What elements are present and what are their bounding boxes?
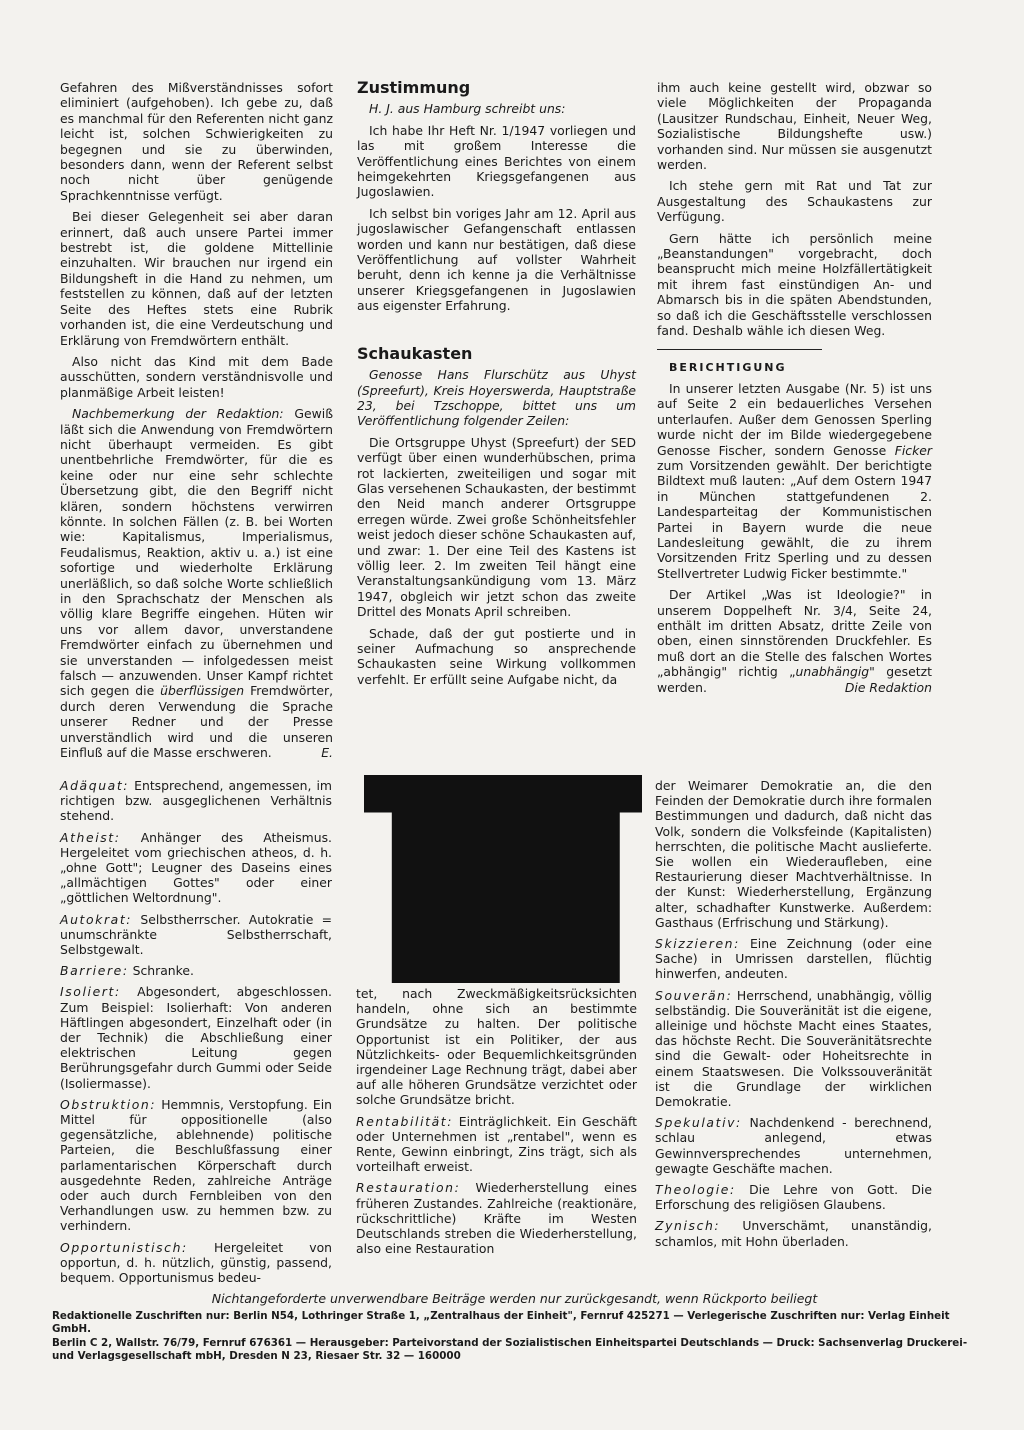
- glossary-def: Herrschend, unabhängig, völlig selbständig. Die Souveränität ist die eigene, alleinige und höchste Macht eines Staates, das höchste Recht. Die Souveränitätsrechte sind die Gewalt- oder Hoheitsrechte in einem Staatswesen. Die Volkssouveränität ist die Grundlage der wirklichen Demokratie.: [655, 987, 932, 1110]
- glossary-term: Souverän:: [655, 987, 733, 1003]
- heading-zustimmung: Zustimmung: [357, 78, 471, 97]
- paragraph: Ich selbst bin voriges Jahr am 12. April aus jugoslawischer Gefangenschaft entlassen worden und kann nur bestätigen, daß diese Veröffentlichung auf vollster Wahrheit beruht, denn ich kenne ja die Verhältnisse unserer Kriegsgefangenen in Jugoslawien aus eigenster Erfahrung.: [357, 205, 636, 314]
- signature: Die Redaktion: [844, 679, 932, 695]
- editor-note: [60, 406, 333, 760]
- correction-2: [657, 587, 932, 695]
- glossary-def: Anhänger des Atheismus. Hergeleitet vom griechischen atheos, d. h. „ohne Gott"; Leugner des Daseins eines „allmächtigen Gottes" oder einer „göttlichen Weltordnung".: [60, 829, 332, 906]
- footer-imprint-2: Berlin C 2, Wallstr. 76/79, Fernruf 676361 — Herausgeber: Parteivorstand der Sozialistischen Einheitspartei Deutschlands — Druck: Sachsenverlag Druckerei-: [52, 1336, 968, 1349]
- glossary-def: Schranke.: [128, 963, 194, 979]
- paragraph: Schade, daß der gut postierte und in seiner Aufmachung so ansprechende Schaukasten seine Wirkung vollkommen verfehlt. Er erfüllt seine Aufgabe nicht, da: [357, 625, 636, 687]
- glossary-entry: [60, 1240, 332, 1286]
- editor-note-label: Nachbemerkung der Redaktion:: [72, 406, 284, 422]
- heading-schaukasten: Schaukasten: [357, 343, 473, 363]
- paragraph: Gefahren des Mißverständnisses sofort eliminiert (aufgehoben). Ich gebe zu, daß es manchmal für den Referenten nicht ganz leicht ist, solchen Schwierigkeiten zu begegnen und sie zu überwinden, besonders dann, wenn der Referent selbst noch nicht über genügende Sprachkenntnisse verfügt.: [60, 80, 333, 203]
- editor-note-emph: überflüssigen: [160, 683, 245, 699]
- glossary-entry: [655, 936, 932, 982]
- glossary-def: Nachdenkend - berechnend, schlau anlegend, etwas Gewinnversprechendes unternehmen, gewagte Geschäfte machen.: [655, 1115, 932, 1176]
- byline: H. J. aus Hamburg schreibt uns:: [369, 101, 566, 117]
- glossary-entry: [60, 778, 332, 824]
- glossary-def: Unverschämt, unanständig, schamlos, mit Hohn überladen.: [655, 1218, 932, 1249]
- footer-imprint-1: Redaktionelle Zuschriften nur: Berlin N54, Lothringer Straße 1, „Zentralhaus der Einheit", Fernruf 425271 — Verlegerische Zuschriften nur: Verlag Einheit GmbH.: [52, 1309, 950, 1335]
- correction-1: [657, 381, 932, 581]
- glossary-entry: [655, 988, 932, 1110]
- glossary-term: Obstruktion:: [60, 1096, 157, 1112]
- paragraph: Die Ortsgruppe Uhyst (Spreefurt) der SED verfügt über einen wunderhübschen, prima rot lackierten, zweiteiligen und sogar mit Glas versehenen Schaukasten, der bestimmt den Neid manch anderer Ortsgruppe erregen würde. Zwei große Schönheitsfehler weist jedoch dieser schöne Schaukasten auf, und zwar: 1. Der eine Teil des Kastens ist völlig leer. 2. Im zweiten Teil hängt eine Veranstaltungsankündigung vom 13. März 1947, obgleich wir jetzt schon das zweite Drittel des Monats April schreiben.: [357, 434, 636, 620]
- glossary-entry: [60, 984, 332, 1090]
- correction-1-name: Ficker: [894, 442, 932, 458]
- column-middle: [357, 80, 636, 693]
- glossary-entry: [356, 1114, 637, 1175]
- glossary-term: Zynisch:: [655, 1218, 721, 1234]
- paragraph: Bei dieser Gelegenheit sei aber daran erinnert, daß auch unsere Partei immer bestrebt ist, die goldene Mittellinie einzuhalten. Wir brauchen nur irgend ein Bildungsheft in die Hand zu nehmen, um feststellen zu können, daß auf der letzten Seite des Heftes stets eine Rubrik vorhanden ist, die eine Verdeutschung und Erklärung von Fremdwörtern enthält.: [60, 209, 333, 348]
- paragraph: Ich stehe gern mit Rat und Tat zur Ausgestaltung des Schaukastens zur Verfügung.: [657, 178, 932, 225]
- glossary-term: Rentabilität:: [356, 1113, 454, 1129]
- editor-note-text: Gewiß läßt sich die Anwendung von Fremdwörtern nicht überhaupt vermeiden. Es gibt unentbehrliche Fremdwörter, für die es keine oder nur eine sehr schlechte Übersetzung gibt, die den Begriff nicht klären, sondern höchstens verwirren könnte. In solchen Fällen (z. B. bei Worten wie: Kapitalismus, Imperialismus, Feudalismus, Reaktion, aktiv u. a.) ist eine sofortige und wiederholte Erklärung unerläßlich, so daß solche Worte schließlich in den Sprachschatz der Menschen als völlig klare Begriffe eingehen. Hüten wir uns vor allem davor, unverstandene Fremdwörter einfach zu übernehmen und sie unverstanden — infolgedessen meist falsch — anzuwenden. Unser Kampf richtet sich gegen die: [60, 406, 333, 699]
- glossary-entry: [655, 1182, 932, 1212]
- paragraph: Gern hätte ich persönlich meine „Beanstandungen" vorgebracht, doch beansprucht mich meine Holzfällertätigkeit mit ihrem fast einstündigen An- und Abmarsch bis in die späten Abendstunden, so daß ich die Geschäftsstelle verschlossen fand. Deshalb wähle ich diesen Weg.: [657, 230, 932, 339]
- glossary-right: [655, 778, 932, 1255]
- glossary-term: Autokrat:: [60, 911, 133, 927]
- glossary-left: [60, 778, 332, 1291]
- paragraph: Also nicht das Kind mit dem Bade ausschütten, sondern verständnisvolle und planmäßige Arbeit leisten!: [60, 353, 333, 400]
- correction-1-text-2: zum Vorsitzenden gewählt. Der berichtigte Bildtext muß lauten: „Auf dem Ostern 1947 in München stattgefundenen 2. Landesparteitag der Kommunistischen Partei in Bayern wurde die neue Landesleitung gewählt, die zu ihrem Vorsitzenden Fritz Sperling und zu dessen Stellvertreter Ludwig Ficker bestimmte.": [657, 457, 932, 581]
- glossary-continuation: der Weimarer Demokratie an, die den Feinden der Demokratie durch ihre formalen Bestimmungen und dadurch, daß nicht das Volk, sondern die Volksfeinde (Kapitalisten) herrschten, die politische Macht auslieferte. Sie wollen ein Wiederaufleben, eine Restaurierung dieser Machtverhältnisse. In der Kunst: Wiederherstellung, Ergänzung alter, schadhafter Kunstwerke. Außerdem: Gasthaus (Erfrischung und Stärkung).: [655, 778, 932, 930]
- glossary-entry: [60, 912, 332, 958]
- glossary-def: Die Lehre von Gott. Die Erforschung des religiösen Glaubens.: [655, 1182, 932, 1213]
- glossary-entry: [60, 1097, 332, 1234]
- footer: [52, 1292, 977, 1364]
- glossary-term: Isoliert:: [60, 984, 121, 1000]
- editor-note-text-2: Fremdwörter, durch deren Verwendung die Sprache unserer Redner und der Presse unverständlich wird und die unseren Einfluß auf die Masse erschweren.: [60, 683, 334, 761]
- footer-notice: Nichtangeforderte unverwendbare Beiträge werden nur zurückgesandt, wenn Rückporto beiliegt: [211, 1291, 818, 1306]
- glossary-def: Hergeleitet von opportun, d. h. nützlich, günstig, passend, bequem. Opportunismus bedeu-: [60, 1239, 332, 1286]
- glossary-def: Entsprechend, angemessen, im richtigen bzw. ausgeglichenen Verhältnis stehend.: [60, 778, 332, 824]
- glossary-term: Theologie:: [655, 1182, 736, 1198]
- glossary-entry: [356, 1180, 637, 1256]
- glossary-term: Skizzieren:: [655, 936, 740, 952]
- correction-2-text: Der Artikel „Was ist Ideologie?" in unserem Doppelheft Nr. 3/4, Seite 24, enthält im dritten Absatz, dritte Zeile von oben, einen sinnstörenden Druckfehler. Es muß dort an die Stelle des falschen Wortes „abhängig" richtig „: [657, 587, 932, 680]
- glossary-entry: [60, 963, 332, 978]
- glossary-def: Eine Zeichnung (oder eine Sache) in Umrissen darstellen, flüchtig hinwerfen, andeuten.: [655, 936, 932, 982]
- signature: E.: [321, 745, 333, 761]
- glossary-middle: [356, 986, 637, 1262]
- glossary-term: Barriere:: [60, 963, 129, 979]
- heading-berichtigung: BERICHTIGUNG: [669, 360, 787, 374]
- column-right: [657, 80, 932, 701]
- glossary-def: Selbstherrscher. Autokratie = unumschränkte Selbstherrschaft, Selbstgewalt.: [60, 911, 332, 958]
- glossary-term: Adäquat:: [60, 778, 130, 793]
- glossary-entry: [655, 1115, 932, 1176]
- glossary-term: Spekulativ:: [655, 1115, 742, 1131]
- glossary-def: Abgesondert, abgeschlossen. Zum Beispiel: Isolierhaft: Von anderen Häftlingen abgesondert, Einzelhaft oder (in der Technik) die Abschließung einer elektrischen Leitung gegen Berührungsgefahr durch Gummi oder Seide (Isoliermasse).: [60, 984, 332, 1091]
- column-left: [60, 80, 333, 766]
- correction-2-text-2: " gesetzt werden.: [657, 664, 932, 695]
- correction-2-word: unabhängig: [795, 664, 870, 680]
- glossary-def: Einträglichkeit. Ein Geschäft oder Unternehmen ist „rentabel", wenn es Rente, Gewinn einbringt, Zins trägt, sich als vorteilhaft erweist.: [356, 1113, 637, 1175]
- glossary-term: Restauration:: [356, 1180, 461, 1196]
- glossary-def: Wiederherstellung eines früheren Zustandes. Zahlreiche (reaktionäre, rückschrittliche) Kräfte im Westen Deutschlands streben die Wiederherstellung, also eine Restauration: [356, 1180, 637, 1257]
- glossary-continuation: tet, nach Zweckmäßigkeitsrücksichten handeln, ohne sich an bestimmte Grundsätze zu halten. Der politische Opportunist ist ein Politiker, der aus Nützlichkeits- oder Bequemlichkeitsgründen irgendeiner Lage Rechnung trägt, dabei aber auf alle höheren Grundsätze verzichtet oder solche Grundsätze bricht.: [356, 986, 637, 1108]
- glossary-entry: [655, 1218, 932, 1248]
- divider: [657, 349, 822, 350]
- glossary-def: Hemmnis, Verstopfung. Ein Mittel für oppositionelle (also gegensätzliche, ablehnende) politische Parteien, die Beschlußfassung einer parlamentarischen Körperschaft durch ausgedehnte Reden, zahlreiche Anträge oder auch durch Fernbleiben von den Verhandlungen usw. zu hemmen bzw. zu verhindern.: [60, 1096, 332, 1234]
- correction-1-text: In unserer letzten Ausgabe (Nr. 5) ist uns auf Seite 2 ein bedauerliches Versehen unterlaufen. Außer dem Genossen Sperling wurde nicht der im Bilde wiedergegebene Genosse Fischer, sondern Genosse: [657, 380, 932, 458]
- glossary-entry: [60, 830, 332, 906]
- intro: Genosse Hans Flurschütz aus Uhyst (Spreefurt), Kreis Hoyerswerda, Hauptstraße 23, bei Tzschoppe, bittet uns um Veröffentlichung folgender Zeilen:: [357, 367, 636, 429]
- blacked-out-image: [364, 775, 642, 983]
- glossary-term: Atheist:: [60, 829, 121, 845]
- glossary-term: Opportunistisch:: [60, 1239, 188, 1255]
- footer-imprint-3: und Verlagsgesellschaft mbH, Dresden N 23, Riesaer Str. 32 — 160000: [52, 1350, 461, 1362]
- paragraph: Ich habe Ihr Heft Nr. 1/1947 vorliegen und las mit großem Interesse die Veröffentlichung eines Berichtes von einem heimgekehrten Kriegsgefangenen aus Jugoslawien.: [357, 122, 636, 200]
- paragraph: ihm auch keine gestellt wird, obzwar so viele Möglichkeiten der Propaganda (Lausitzer Rundschau, Einheit, Neuer Weg, Sozialistische Bildungshefte usw.) vorhanden sind. Nur müssen sie ausgenutzt werden.: [657, 80, 932, 173]
